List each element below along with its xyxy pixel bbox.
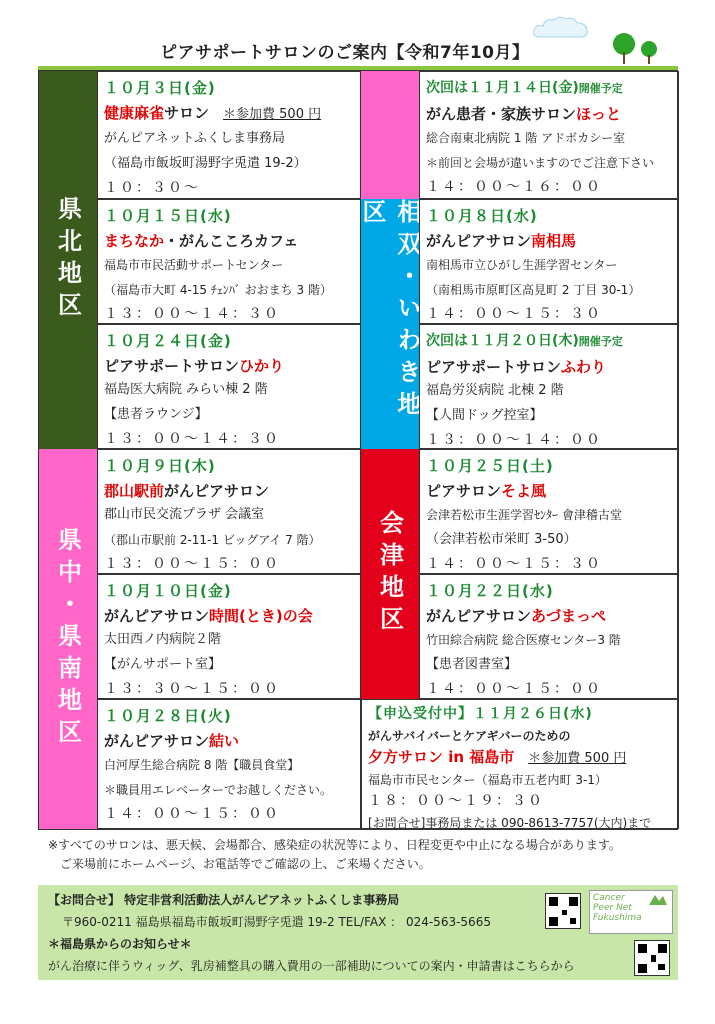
- salon-date: １０月２２日(水): [426, 582, 554, 600]
- salon-name: がんピアサロンあづまっぺ: [426, 606, 607, 625]
- salon-time: １０：３０～: [104, 180, 200, 196]
- note-line-2: ご来場前にホームページ、お電話等でご確認の上、ご来場ください。: [60, 857, 431, 871]
- salon-address: （福島市飯坂町湯野字兎遣 19-2）: [104, 155, 307, 171]
- salon-place: 福島労災病院 北棟 2 階: [426, 383, 564, 398]
- salon-name: 健康麻雀サロン ＊参加費 500 円: [104, 103, 322, 122]
- salon-address: （福島市大町 4-15 ﾁｪﾝﾊﾞ おおまち 3 階）: [104, 282, 332, 297]
- salon-name: ピアサロンそよ風: [426, 481, 547, 500]
- salon-address: （会津若松市栄町 3-50）: [426, 531, 577, 547]
- salon-soso-3: [419, 324, 679, 449]
- salon-name: がんピアサロン結い: [104, 731, 240, 750]
- prefecture-heading: ＊福島県からのお知らせ＊: [48, 937, 192, 951]
- region-accent-bar: [361, 71, 419, 199]
- prefecture-text: がん治療に伴うウィッグ、乳房補整具の購入費用の一部補助についての案内・申請書はこちらから: [48, 959, 575, 973]
- salon-north-3: [97, 324, 361, 449]
- salon-special-event: [361, 699, 679, 829]
- salon-note: ＊前回と会場が違いますのでご注意下さい: [426, 155, 655, 170]
- salon-address: （南相馬市原町区高見町 2 丁目 30-1）: [426, 282, 641, 297]
- schedule-grid: [38, 70, 678, 830]
- salon-date: １０月２８日(火): [104, 707, 232, 725]
- salon-place: 総合南東北病院 1 階 アドボカシー室: [426, 131, 626, 145]
- salon-address: ＊職員用エレベーターでお越しください。: [104, 782, 333, 797]
- salon-place: がんピアネットふくしま事務局: [104, 131, 285, 146]
- salon-time: １３：００～１４：００: [426, 432, 602, 448]
- inquiry-note: [お問合せ]事務局または 090-8613-7757(大内)まで: [368, 815, 652, 829]
- salon-place: 福島医大病院 みらい棟 2 階: [104, 382, 268, 397]
- salon-place: 郡山市民交流プラザ 会議室: [104, 507, 265, 522]
- salon-date: １０月３日(金): [104, 79, 216, 97]
- salon-address: 【患者ラウンジ】: [104, 406, 208, 422]
- salon-date: １０月１５日(水): [104, 207, 232, 225]
- salon-time: １３：００～１５：００: [104, 556, 280, 572]
- salon-soso-2: [419, 199, 679, 324]
- salon-place: 福島市市民活動サポートセンター: [104, 258, 284, 272]
- salon-time: １３：３０～１５：００: [104, 681, 280, 697]
- salon-name: まちなか・がんこころカフェ: [104, 231, 299, 250]
- contact-box: [38, 885, 678, 980]
- salon-central-2: [97, 574, 361, 699]
- event-subtitle: がんサバイバーとケアギバーのための: [368, 728, 571, 743]
- salon-name: 夕方サロン in 福島市 ＊参加費 500 円: [368, 748, 627, 766]
- region-north: 県北地区: [39, 71, 97, 449]
- salon-date: １０月２５日(土): [426, 457, 554, 475]
- salon-time: １４：００～１６：００: [426, 179, 602, 195]
- salon-address: 【人間ドッグ控室】: [426, 407, 543, 423]
- next-date: 次回は１１月２０日(木)開催予定: [426, 333, 623, 349]
- salon-north-2: [97, 199, 361, 324]
- salon-address: 【がんサポート室】: [104, 656, 222, 672]
- cloud-icon: [532, 15, 590, 39]
- salon-central-3: [97, 699, 361, 829]
- salon-time: １４：００～１５：００: [104, 806, 280, 822]
- region-aizu: 会津地区: [361, 449, 419, 699]
- salon-place: 福島市市民センター（福島市五老内町 3-1）: [368, 772, 607, 787]
- salon-date: １０月９日(木): [104, 457, 216, 475]
- salon-date: １０月２４日(金): [104, 332, 232, 350]
- note-line-1: ※すべてのサロンは、悪天候、会場都合、感染症の状況等により、日程変更や中止になる場合があります。: [48, 838, 621, 852]
- qr-code-icon[interactable]: [634, 940, 670, 976]
- page-title: ピアサポートサロンのご案内【令和7年10月】: [160, 43, 530, 63]
- salon-name: 郡山駅前がんピアサロン: [104, 481, 270, 500]
- salon-time: １３：００～１４：３０: [104, 431, 280, 447]
- salon-name: がんピアサロン時間(とき)の会: [104, 606, 313, 625]
- next-date: 次回は１１月１４日(金)開催予定: [426, 80, 623, 96]
- salon-name: ピアサポートサロンふわり: [426, 357, 607, 376]
- salon-name: がん患者・家族サロンほっと: [426, 104, 622, 123]
- salon-place: 白河厚生総合病院 8 階【職員食堂】: [104, 758, 300, 772]
- fee-note: ＊参加費 500 円: [528, 751, 627, 766]
- contact-heading: 【お問合せ】 特定非営利活動法人がんピアネットふくしま事務局: [48, 893, 400, 907]
- salon-north-1: [97, 71, 361, 199]
- salon-time: １４：００～１５：３０: [426, 556, 602, 572]
- trees-icon: [604, 30, 664, 64]
- salon-place: 南相馬市立ひがし生涯学習センター: [426, 258, 618, 272]
- salon-place: 竹田綜合病院 総合医療センター3 階: [426, 633, 621, 647]
- notes: [48, 836, 621, 874]
- salon-place: 太田西ノ内病院２階: [104, 632, 222, 647]
- salon-date: １０月１０日(金): [104, 582, 232, 600]
- salon-time: １４：００～１５：３０: [426, 306, 602, 322]
- cancer-peer-net-logo: Cancer Peer Net Fukushima: [589, 890, 673, 934]
- qr-code-icon[interactable]: [545, 893, 581, 929]
- salon-name: がんピアサロン南相馬: [426, 231, 577, 250]
- region-central-south: 県中・県南地区: [39, 449, 97, 829]
- salon-date: 【申込受付中】１１月２６日(水): [368, 706, 593, 722]
- salon-aizu-1: [419, 449, 679, 574]
- region-soso-iwaki: 相双・いわき地区: [361, 199, 419, 449]
- fee-note: ＊参加費 500 円: [223, 106, 322, 122]
- salon-name: ピアサポートサロンひかり: [104, 356, 285, 375]
- contact-address: 〒960-0211 福島県福島市飯坂町湯野字兎遣 19-2 TEL/FAX ： 024-563-5665: [62, 915, 491, 929]
- salon-date: １０月８日(水): [426, 207, 538, 225]
- salon-time: １３：００～１４：３０: [104, 306, 280, 322]
- salon-address: （郡山市駅前 2-11-1 ビッグアイ 7 階）: [104, 532, 321, 547]
- salon-central-1: [97, 449, 361, 574]
- salon-soso-1: [419, 71, 679, 199]
- salon-aizu-2: [419, 574, 679, 699]
- salon-time: １８：００～１９：３０: [368, 793, 544, 809]
- leaf-logo-icon: [647, 893, 669, 907]
- salon-time: １４：００～１５：００: [426, 681, 602, 697]
- salon-address: 【患者図書室】: [426, 656, 518, 672]
- salon-place: 会津若松市生涯学習ｾﾝﾀｰ 會津稽古堂: [426, 508, 622, 522]
